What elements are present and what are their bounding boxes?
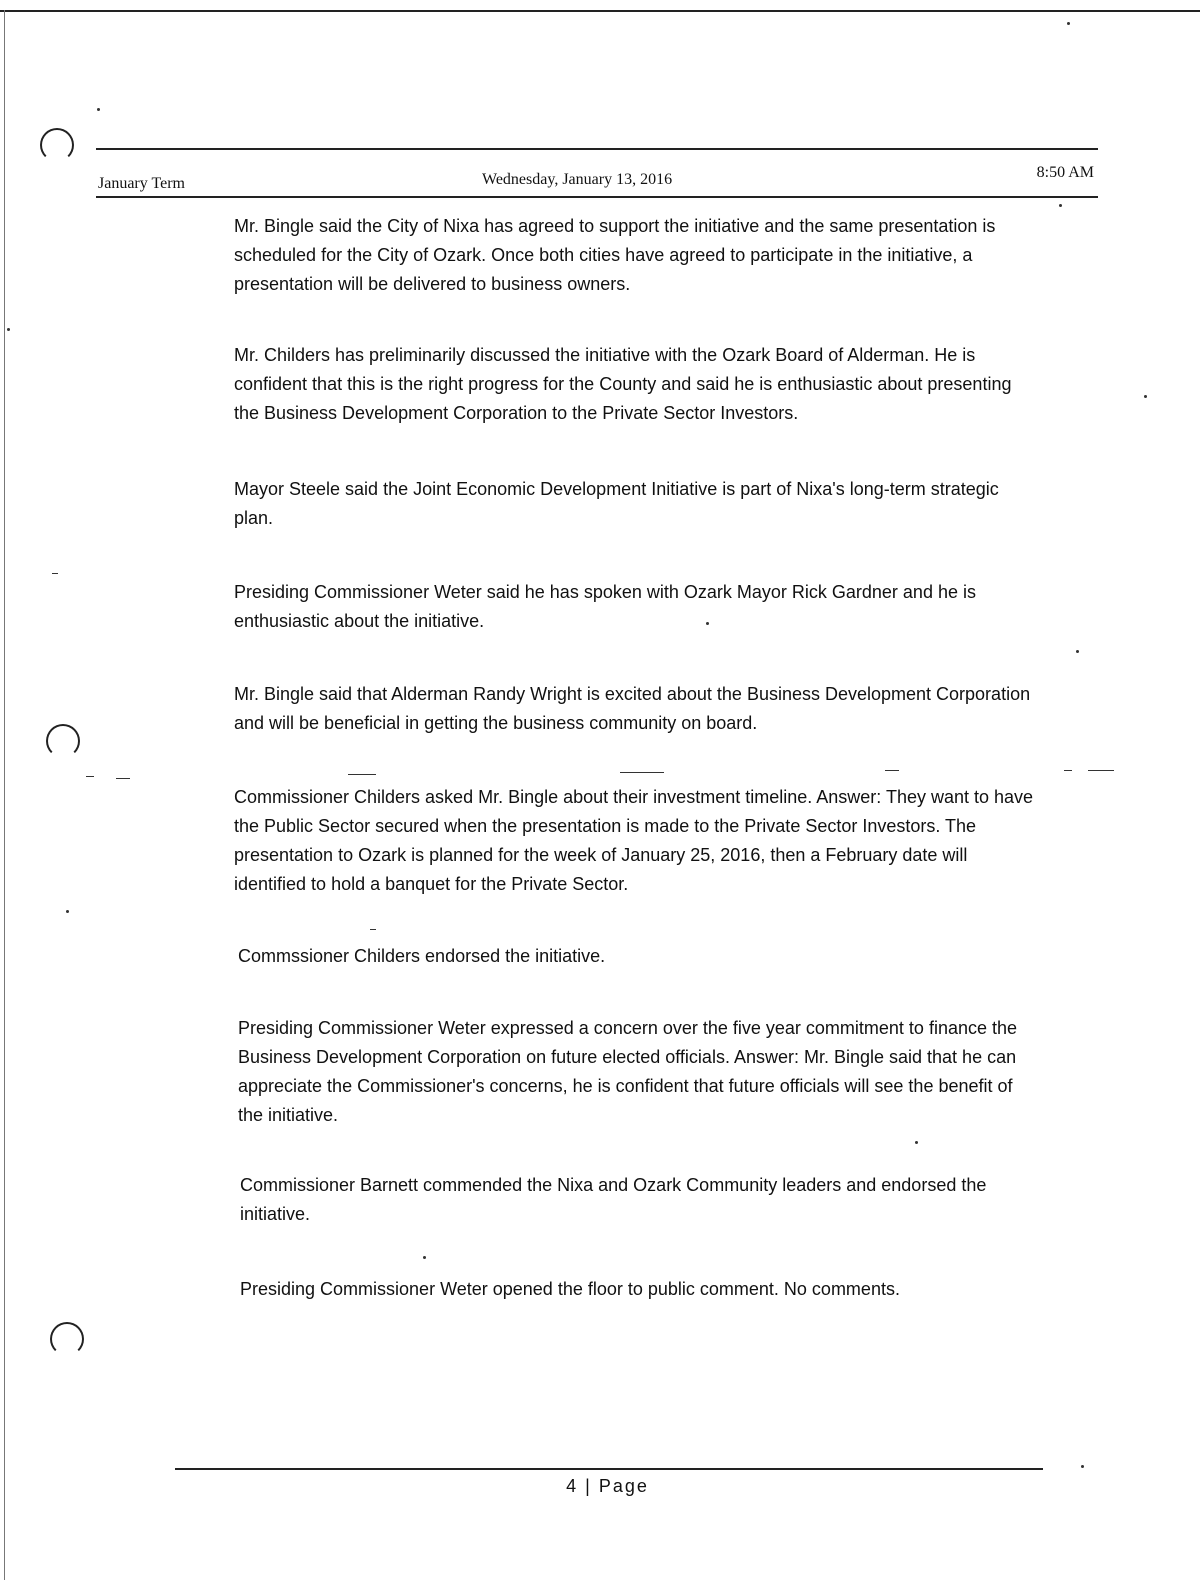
scan-dash <box>370 929 376 930</box>
paragraph-7: Commssioner Childers endorsed the initiative. <box>238 946 606 966</box>
paragraph-1: Mr. Bingle said the City of Nixa has agreed to support the initiative and the same presentation is scheduled for the City of Ozark. Once both cities have agreed to participate in the initiative, a presentation will be delivered to business owners. <box>234 216 996 294</box>
scan-dash <box>348 774 376 775</box>
scan-top-border <box>0 10 1200 12</box>
scan-speck <box>1081 1465 1084 1468</box>
paragraph-10: Presiding Commissioner Weter opened the floor to public comment. No comments. <box>240 1279 900 1299</box>
paragraph-4: Presiding Commissioner Weter said he has spoken with Ozark Mayor Rick Gardner and he is enthusiastic about the initiative. <box>234 582 976 631</box>
paragraph-6: Commissioner Childers asked Mr. Bingle about their investment timeline. Answer: They want to have the Public Sector secured when the presentation is made to the Private Sector Investors. The presentation to Ozark is planned for the week of January 25, 2016, then a February date will identified to hold a banquet for the Private Sector. <box>234 787 1034 894</box>
scan-dash <box>620 772 664 773</box>
scan-speck <box>97 108 100 111</box>
paragraph-9: Commissioner Barnett commended the Nixa and Ozark Community leaders and endorsed the initiative. <box>240 1175 987 1224</box>
scan-speck <box>66 910 69 913</box>
scan-speck <box>1076 650 1079 653</box>
scan-speck <box>1144 395 1147 398</box>
punch-hole-top <box>40 128 74 162</box>
scan-dash <box>1088 770 1114 771</box>
scan-dash <box>86 776 94 777</box>
scan-speck <box>423 1256 426 1259</box>
scan-dash <box>52 573 58 574</box>
header-term: January Term <box>98 175 185 192</box>
header-time: 8:50 AM <box>1036 164 1094 181</box>
header-date: Wednesday, January 13, 2016 <box>482 171 673 188</box>
punch-hole-bottom <box>50 1322 84 1356</box>
page-header <box>96 148 1098 198</box>
scan-left-border <box>4 10 5 1580</box>
paragraph-2: Mr. Childers has preliminarily discussed the initiative with the Ozark Board of Alderman. He is confident that this is the right progress for the County and said he is enthusiastic about presenting the Business Development Corporation to the Private Sector Investors. <box>234 345 1012 423</box>
paragraph-3: Mayor Steele said the Joint Economic Development Initiative is part of Nixa's long-term strategic plan. <box>234 479 999 528</box>
footer-rule <box>175 1468 1043 1470</box>
scan-speck <box>1059 204 1062 207</box>
paragraph-5: Mr. Bingle said that Alderman Randy Wright is excited about the Business Development Corporation and will be beneficial in getting the business community on board. <box>234 684 1031 733</box>
scan-dash <box>885 770 899 771</box>
scan-dash <box>116 778 130 779</box>
scan-speck <box>915 1141 918 1144</box>
scan-dash <box>1064 770 1072 771</box>
paragraph-8: Presiding Commissioner Weter expressed a concern over the five year commitment to finance the Business Development Corporation on future elected officials. Answer: Mr. Bingle said that he can appreciate the Commissioner's concerns, he is confident that future officials will see the benefit of the initiative. <box>238 1018 1018 1125</box>
punch-hole-middle <box>46 724 80 758</box>
scan-speck <box>7 328 10 331</box>
scan-speck <box>1067 22 1070 25</box>
scan-speck <box>706 622 709 625</box>
page-number: 4 | Page <box>566 1476 649 1496</box>
